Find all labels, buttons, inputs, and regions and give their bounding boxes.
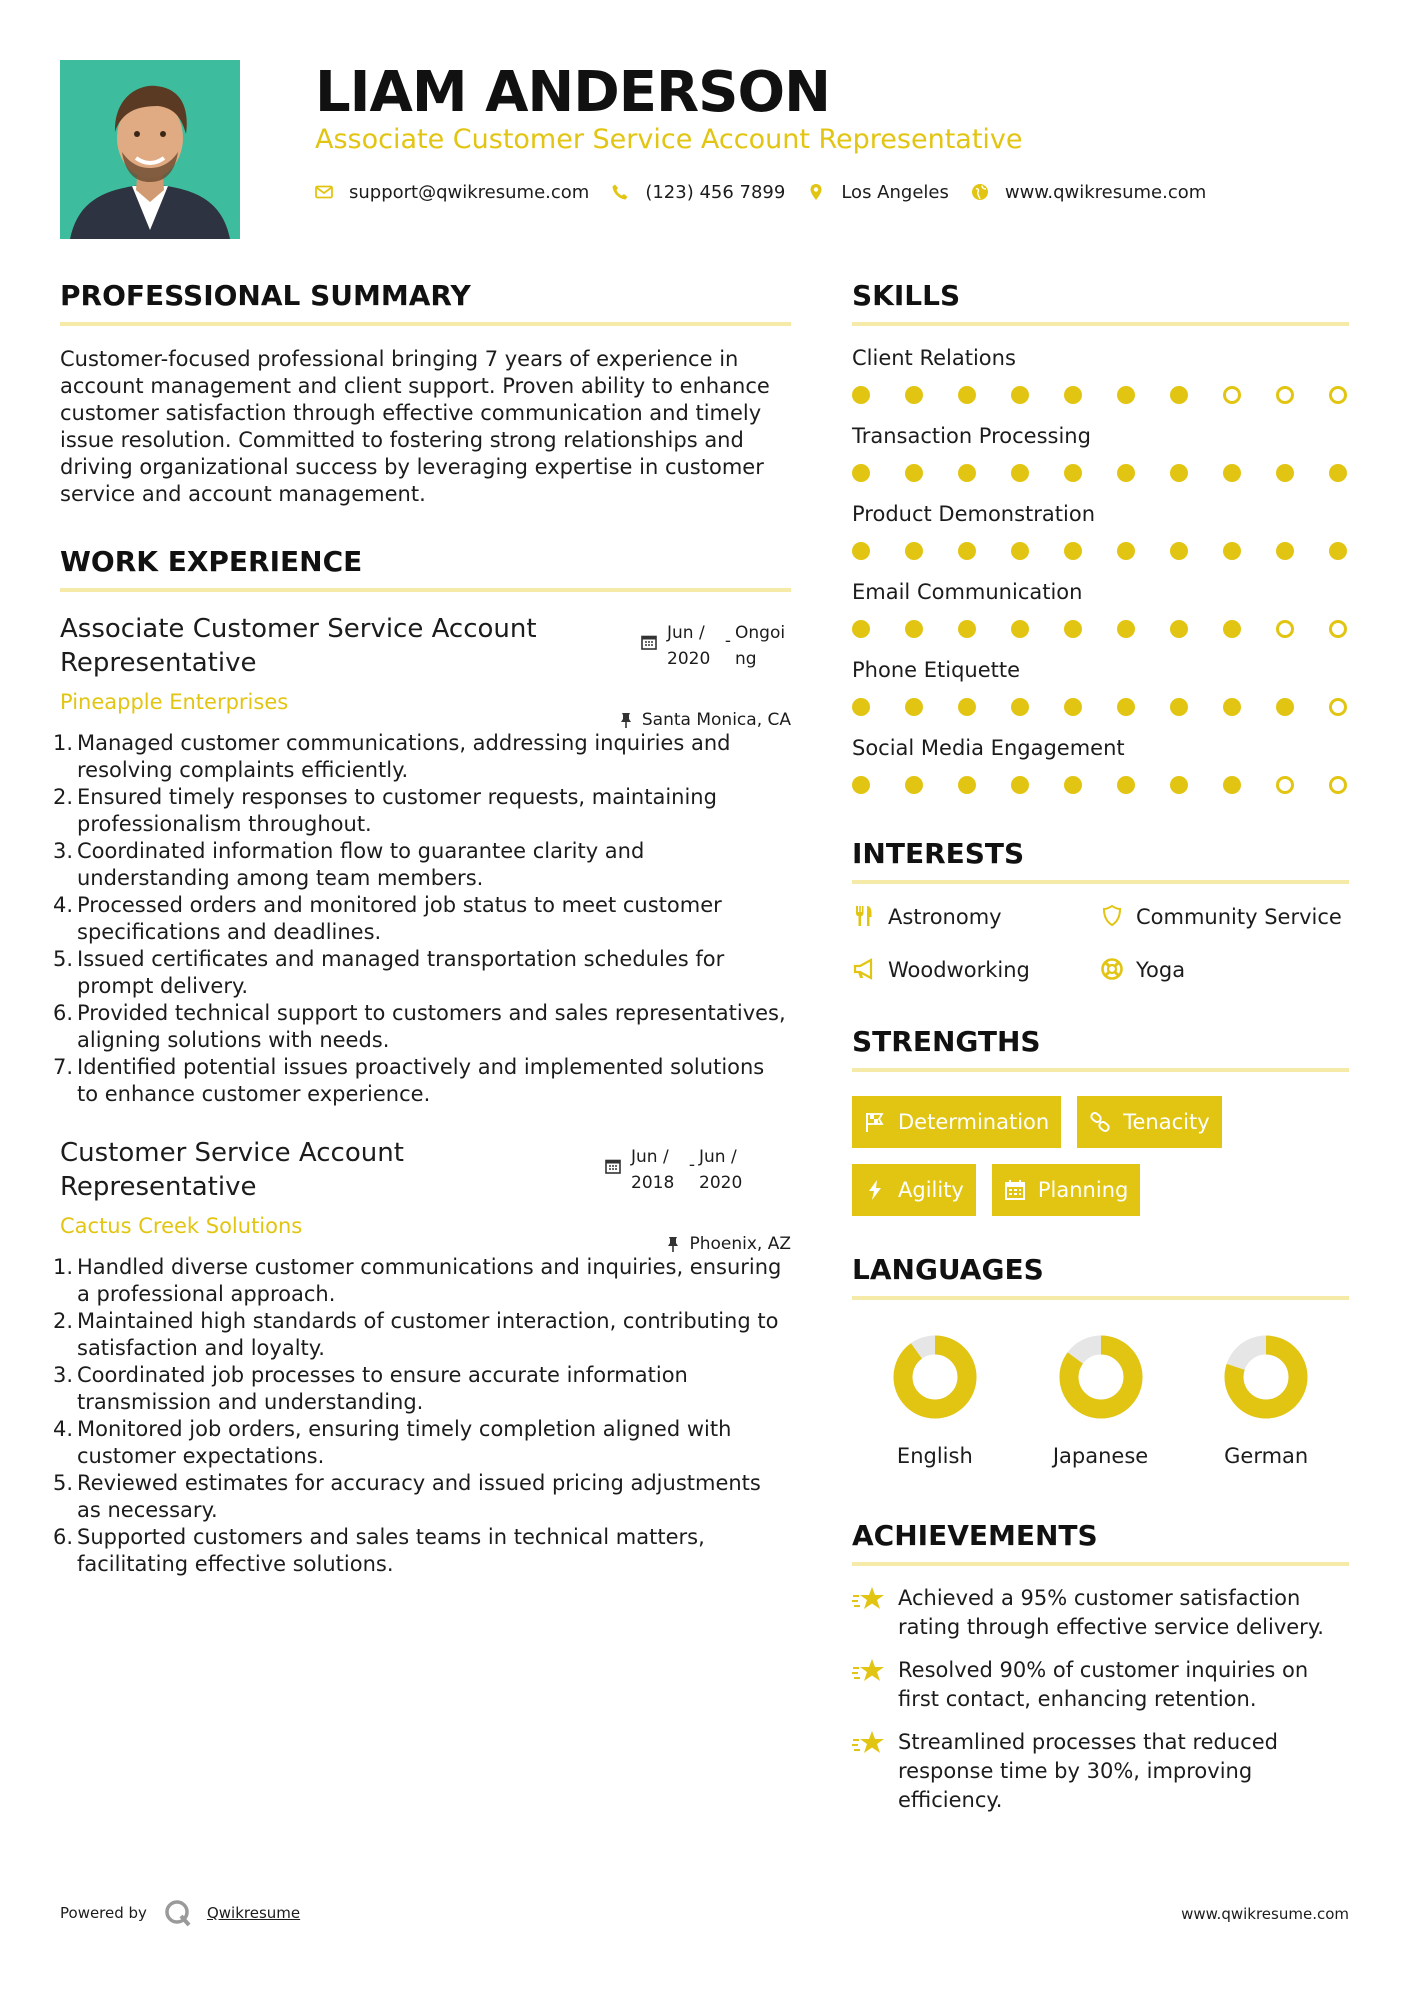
- rating-dot-filled: [958, 776, 976, 794]
- rating-dot-filled: [852, 386, 870, 404]
- skills-list: [852, 344, 1349, 794]
- shooting-star-icon: [852, 1728, 886, 1758]
- language-name: German: [1224, 1444, 1309, 1468]
- rating-dot-filled: [1011, 542, 1029, 560]
- rating-dot-filled: [1223, 464, 1241, 482]
- list-item: 2. Ensured timely responses to customer requests, maintaining professionalism throughout.: [53, 785, 717, 836]
- rating-dot-filled: [1117, 464, 1135, 482]
- skill-rating: [852, 464, 1349, 482]
- calendar-icon: [641, 632, 657, 648]
- rating-dot-filled: [1064, 542, 1082, 560]
- megaphone-icon: [852, 957, 876, 981]
- interests-list: [852, 904, 1349, 984]
- skill-item: [852, 734, 1349, 794]
- rating-dot-filled: [1223, 620, 1241, 638]
- job-dates: [605, 1144, 755, 1196]
- rating-dot-filled: [958, 464, 976, 482]
- list-item: 5. Issued certificates and managed transportation schedules for prompt delivery.: [53, 947, 725, 998]
- skill-item: [852, 422, 1349, 482]
- rating-dot-filled: [1170, 698, 1188, 716]
- rating-dot-empty: [1223, 386, 1241, 404]
- interest-item: [852, 904, 1100, 931]
- rating-dot-empty: [1276, 776, 1294, 794]
- rating-dot-filled: [1170, 542, 1188, 560]
- skill-item: [852, 578, 1349, 638]
- contact-phone[interactable]: [611, 182, 785, 203]
- calendar-icon: [605, 1156, 621, 1172]
- rating-dot-filled: [958, 386, 976, 404]
- rating-dot-filled: [1170, 776, 1188, 794]
- languages-list: [852, 1334, 1349, 1468]
- envelope-icon: [315, 183, 333, 201]
- rating-dot-filled: [1170, 464, 1188, 482]
- interest-label: Astronomy: [888, 905, 1002, 929]
- rating-dot-filled: [958, 542, 976, 560]
- job-company: Cactus Creek Solutions: [60, 1214, 303, 1238]
- rating-dot-filled: [1329, 542, 1347, 560]
- left-column: [53, 278, 791, 1578]
- rating-dot-filled: [1223, 776, 1241, 794]
- language-item: [852, 1334, 1018, 1468]
- contact-website[interactable]: [971, 182, 1206, 203]
- skill-name: Client Relations: [852, 346, 1016, 370]
- language-item: [1018, 1334, 1184, 1468]
- contact-phone-text: (123) 456 7899: [645, 181, 786, 203]
- rating-dot-filled: [1117, 776, 1135, 794]
- shooting-star-icon: [852, 1584, 886, 1614]
- rating-dot-filled: [1064, 464, 1082, 482]
- job-location: [667, 1234, 791, 1254]
- rating-dot-filled: [1276, 542, 1294, 560]
- strength-label: Tenacity: [1123, 1110, 1210, 1134]
- interest-item: [852, 957, 1100, 984]
- rating-dot-filled: [1011, 386, 1029, 404]
- candidate-title: Associate Customer Service Account Representative: [315, 124, 1023, 155]
- profile-photo: [60, 60, 240, 239]
- list-item: 3. Coordinated information flow to guarantee clarity and understanding among team members.: [53, 839, 645, 890]
- footer-branding: [60, 1898, 300, 1928]
- strength-chip: [852, 1096, 1061, 1148]
- rating-dot-filled: [1170, 620, 1188, 638]
- job-dates: [641, 620, 791, 672]
- job-start-date: Jun / 2018: [631, 1147, 675, 1193]
- rating-dot-filled: [1223, 698, 1241, 716]
- list-item: 1. Handled diverse customer communications and inquiries, ensuring a professional approach.: [53, 1255, 782, 1306]
- list-item: 3. Coordinated job processes to ensure accurate information transmission and understanding.: [53, 1363, 688, 1414]
- summary-text: Customer-focused professional bringing 7 years of experience in account management and client support. Proven ability to enhance customer satisfaction through effective communication and timely issue resolution. Committed to fostering strong relationships and driving organizational success by leveraging expertise in customer service and account management.: [60, 347, 770, 506]
- rating-dot-filled: [958, 620, 976, 638]
- job-title: Associate Customer Service Account Representative: [60, 614, 537, 678]
- rating-dot-filled: [852, 464, 870, 482]
- rating-dot-empty: [1329, 620, 1347, 638]
- rating-dot-filled: [1117, 620, 1135, 638]
- rating-dot-empty: [1276, 386, 1294, 404]
- skill-name: Social Media Engagement: [852, 736, 1125, 760]
- rating-dot-filled: [905, 776, 923, 794]
- thumbtack-icon: [667, 1236, 679, 1252]
- language-name: English: [896, 1444, 973, 1468]
- job-bullets: [53, 1254, 791, 1578]
- shooting-star-icon: [852, 1656, 886, 1686]
- rating-dot-filled: [958, 698, 976, 716]
- date-separator: -: [724, 631, 732, 651]
- strength-chip: [1077, 1096, 1221, 1148]
- thumbtack-icon: [620, 712, 632, 728]
- skills-heading: SKILLS: [852, 278, 1349, 326]
- interest-label: Community Service: [1136, 905, 1342, 929]
- rating-dot-filled: [1064, 698, 1082, 716]
- date-separator: -: [688, 1155, 696, 1175]
- job-location: [620, 710, 791, 730]
- rating-dot-filled: [1011, 464, 1029, 482]
- skill-name: Phone Etiquette: [852, 658, 1021, 682]
- rating-dot-filled: [1011, 620, 1029, 638]
- skill-name: Email Communication: [852, 580, 1083, 604]
- job-location-text: Phoenix, AZ: [689, 1234, 791, 1254]
- achievement-text: Achieved a 95% customer satisfaction rating through effective service delivery.: [898, 1586, 1324, 1639]
- rating-dot-empty: [1329, 776, 1347, 794]
- skill-item: [852, 656, 1349, 716]
- skill-rating: [852, 386, 1349, 404]
- interest-item: [1100, 904, 1348, 931]
- globe-icon: [971, 183, 989, 201]
- rating-dot-filled: [852, 620, 870, 638]
- phone-icon: [611, 183, 629, 201]
- rating-dot-filled: [1170, 386, 1188, 404]
- achievements-list: [852, 1584, 1349, 1815]
- achievement-item: [852, 1728, 1349, 1815]
- location-pin-icon: [807, 183, 825, 201]
- rating-dot-filled: [852, 542, 870, 560]
- language-donut: [1223, 1334, 1309, 1420]
- strength-label: Planning: [1037, 1178, 1129, 1202]
- shield-icon: [1100, 904, 1124, 928]
- rating-dot-filled: [905, 542, 923, 560]
- list-item: 5. Reviewed estimates for accuracy and issued pricing adjustments as necessary.: [53, 1471, 761, 1522]
- strength-chip: [852, 1164, 976, 1216]
- contact-bar: [315, 178, 1228, 206]
- footer-website[interactable]: www.qwikresume.com: [1181, 1905, 1349, 1923]
- rating-dot-empty: [1329, 698, 1347, 716]
- job-end-date: Jun / 2020: [699, 1147, 743, 1193]
- rating-dot-filled: [1329, 464, 1347, 482]
- lifebuoy-icon: [1100, 957, 1124, 981]
- rating-dot-filled: [852, 776, 870, 794]
- language-donut: [892, 1334, 978, 1420]
- rating-dot-filled: [1064, 776, 1082, 794]
- right-column: [852, 278, 1349, 1829]
- rating-dot-empty: [1276, 620, 1294, 638]
- interest-item: [1100, 957, 1348, 984]
- contact-email-text: support@qwikresume.com: [349, 181, 590, 203]
- interests-heading: INTERESTS: [852, 836, 1349, 884]
- language-item: [1183, 1334, 1349, 1468]
- skill-name: Product Demonstration: [852, 502, 1096, 526]
- job-entry: [53, 612, 791, 1108]
- utensils-icon: [852, 904, 876, 928]
- powered-by-label: Powered by: [60, 1904, 147, 1922]
- achievement-text: Streamlined processes that reduced response time by 30%, improving efficiency.: [898, 1730, 1278, 1812]
- rating-dot-filled: [1011, 698, 1029, 716]
- rating-dot-filled: [1117, 542, 1135, 560]
- job-company: Pineapple Enterprises: [60, 690, 289, 714]
- experience-heading: WORK EXPERIENCE: [60, 544, 791, 592]
- calendar-icon: [1004, 1179, 1026, 1201]
- strength-label: Determination: [898, 1110, 1050, 1134]
- skill-rating: [852, 776, 1349, 794]
- contact-website-text: www.qwikresume.com: [1004, 181, 1207, 203]
- contact-location-text: Los Angeles: [841, 181, 949, 203]
- strengths-list: [852, 1096, 1349, 1216]
- language-name: Japanese: [1052, 1444, 1149, 1468]
- rating-dot-filled: [852, 698, 870, 716]
- strength-chip: [992, 1164, 1140, 1216]
- rating-dot-filled: [1223, 542, 1241, 560]
- list-item: 7. Identified potential issues proactively and implemented solutions to enhance customer experience.: [53, 1055, 765, 1106]
- interest-label: Woodworking: [888, 958, 1030, 982]
- rating-dot-filled: [1117, 386, 1135, 404]
- strengths-heading: STRENGTHS: [852, 1024, 1349, 1072]
- rating-dot-empty: [1329, 386, 1347, 404]
- list-item: 2. Maintained high standards of customer interaction, contributing to satisfaction and loyalty.: [53, 1309, 779, 1360]
- flag-icon: [864, 1111, 886, 1133]
- rating-dot-filled: [1276, 698, 1294, 716]
- job-entry: [53, 1136, 791, 1578]
- interest-label: Yoga: [1136, 958, 1186, 982]
- achievement-text: Resolved 90% of customer inquiries on first contact, enhancing retention.: [898, 1658, 1309, 1711]
- list-item: 6. Supported customers and sales teams in technical matters, facilitating effective solutions.: [53, 1525, 705, 1576]
- rating-dot-filled: [1064, 386, 1082, 404]
- bolt-icon: [864, 1179, 886, 1201]
- rating-dot-filled: [905, 698, 923, 716]
- rating-dot-filled: [1011, 776, 1029, 794]
- job-bullets: [53, 730, 791, 1108]
- rating-dot-filled: [1117, 698, 1135, 716]
- qwikresume-logo-icon: [163, 1898, 193, 1928]
- list-item: 1. Managed customer communications, addressing inquiries and resolving complaints efficiently.: [53, 731, 731, 782]
- achievements-heading: ACHIEVEMENTS: [852, 1518, 1349, 1566]
- rating-dot-filled: [905, 620, 923, 638]
- rating-dot-filled: [905, 386, 923, 404]
- list-item: 4. Processed orders and monitored job status to meet customer specifications and deadlines.: [53, 893, 722, 944]
- language-donut: [1058, 1334, 1144, 1420]
- job-title: Customer Service Account Representative: [60, 1138, 404, 1202]
- summary-heading: PROFESSIONAL SUMMARY: [60, 278, 791, 326]
- job-end-date: Ongoi ng: [735, 623, 786, 669]
- job-start-date: Jun / 2020: [667, 623, 711, 669]
- achievement-item: [852, 1656, 1349, 1714]
- achievement-item: [852, 1584, 1349, 1642]
- skill-rating: [852, 542, 1349, 560]
- strength-label: Agility: [898, 1178, 964, 1202]
- skill-item: [852, 344, 1349, 404]
- contact-location: [807, 182, 949, 203]
- languages-heading: LANGUAGES: [852, 1252, 1349, 1300]
- link-icon: [1089, 1111, 1111, 1133]
- candidate-name: LIAM ANDERSON: [315, 60, 830, 125]
- qwikresume-link[interactable]: Qwikresume: [206, 1904, 301, 1922]
- rating-dot-filled: [905, 464, 923, 482]
- rating-dot-filled: [1276, 464, 1294, 482]
- skill-item: [852, 500, 1349, 560]
- skill-rating: [852, 620, 1349, 638]
- list-item: 4. Monitored job orders, ensuring timely completion aligned with customer expectations.: [53, 1417, 732, 1468]
- rating-dot-filled: [1064, 620, 1082, 638]
- contact-email[interactable]: [315, 182, 589, 203]
- skill-rating: [852, 698, 1349, 716]
- skill-name: Transaction Processing: [852, 424, 1091, 448]
- list-item: 6. Provided technical support to customers and sales representatives, aligning solutions with needs.: [53, 1001, 786, 1052]
- job-location-text: Santa Monica, CA: [641, 710, 791, 730]
